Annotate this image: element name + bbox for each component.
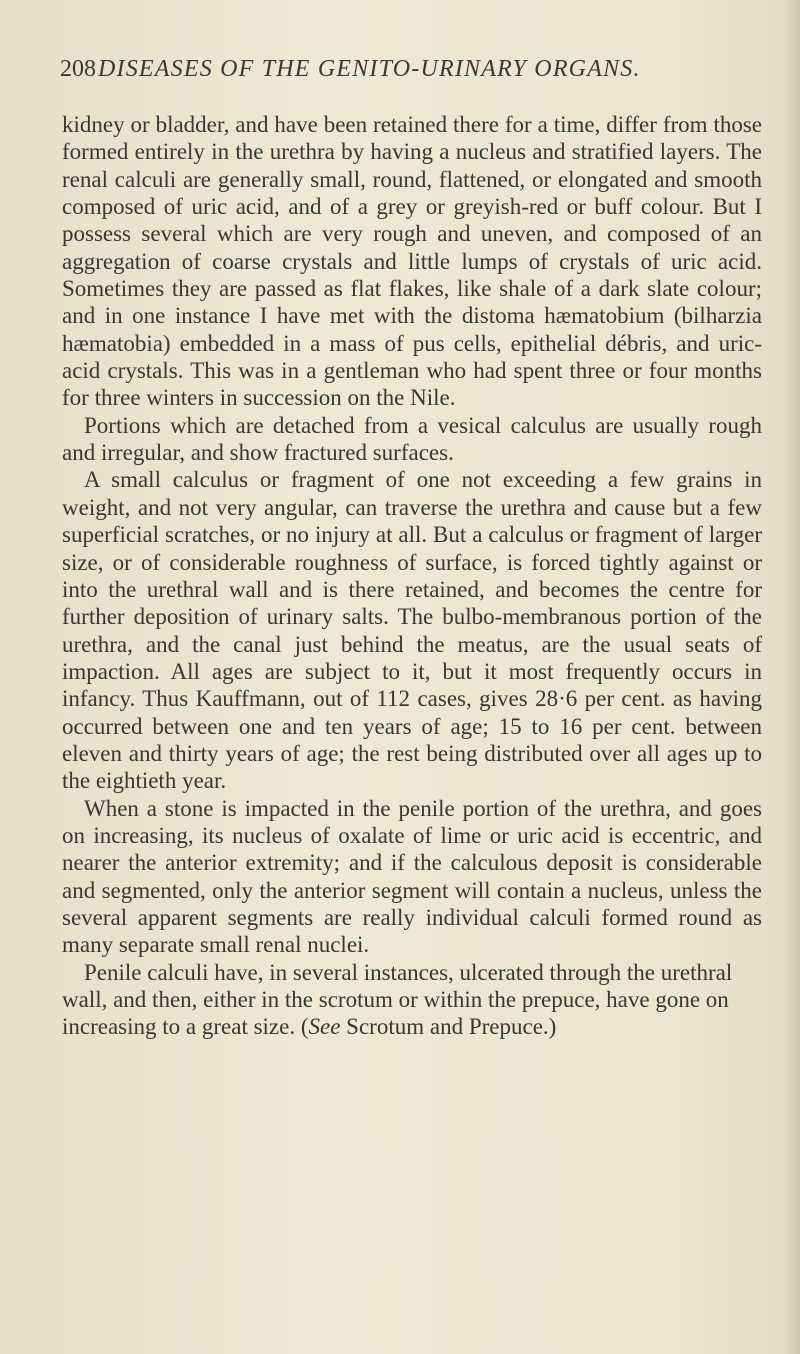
paragraph-penile-calculi-tail: Scrotum and Prepuce.) [340,1014,557,1040]
paragraph-renal-calculi: kidney or bladder, and have been retained there for a time, differ from those formed entirely in the urethra by having a nucleus and stratified layers. The renal calculi are generally small, round, flattened, or elongated and smooth composed of uric acid, and of a grey or greyish-red or buff colour. But I possess several which are very rough and uneven, and composed of an aggregation of coarse crystals and little lumps of crystals of uric acid. Sometimes they are passed as flat flakes, like shale of a dark slate colour; and in one instance I have met with the distoma hæmatobium (bilharzia hæmatobia) embedded in a mass of pus cells, epithelial débris, and uric-acid crystals. This was in a gentleman who had spent three or four months for three winters in succession on the Nile. [62,112,762,411]
running-head: DISEASES OF THE GENITO-URINARY ORGANS. [98,56,641,82]
paragraph-vesical-portions: Portions which are detached from a vesical calculus are usually rough and irregular, and show fractured surfaces. [62,412,762,466]
paragraph-penile-stone: When a stone is impacted in the penile portion of the urethra, and goes on increasing, its nucleus of oxalate of lime or uric acid is eccentric, and nearer the anterior extremity; and if the calculous deposit is considerable and segmented, only the anterior segment will contain a nucleus, unless the several apparent segments are really individual calculi formed round as many separate small renal nuclei. [62,795,762,958]
page-header [60,56,760,90]
body-text [62,111,762,1041]
page-edge-shadow [784,0,800,1354]
see-reference: See [308,1014,341,1040]
page-number: 208 [60,56,96,82]
paragraph-urethral-impaction: A small calculus or fragment of one not exceeding a few grains in weight, and not very angular, can traverse the urethra and cause but a few superficial scratches, or no injury at all. But a calculus or fragment of larger size, or of considerable roughness of surface, is forced tightly against or into the urethral wall and is there retained, and becomes the centre for further deposition of urinary salts. The bulbo-membranous portion of the urethra, and the canal just behind the meatus, are the usual seats of impaction. All ages are subject to it, but it most frequently occurs in infancy. Thus Kauffmann, out of 112 cases, gives 28·6 per cent. as having occurred between one and ten years of age; 15 to 16 per cent. between eleven and thirty years of age; the rest being distributed over all ages up to the eightieth year. [62,467,762,794]
paragraph-penile-calculi [62,959,762,1041]
paragraph-penile-calculi-text: Penile calculi have, in several instances, ulcerated through the urethral wall, and then, either in the scrotum or within the prepuce, have gone on increasing to a great size. ( [62,959,733,1040]
